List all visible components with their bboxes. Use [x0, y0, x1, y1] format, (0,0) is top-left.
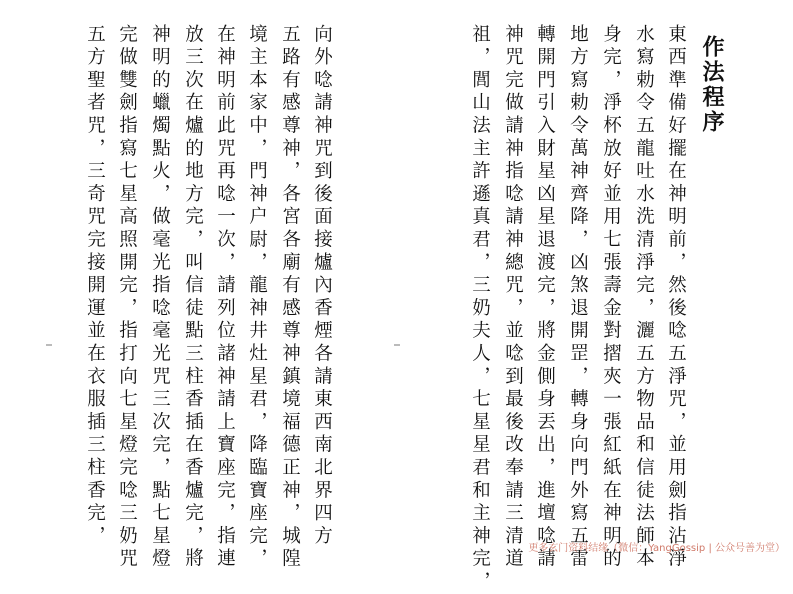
right-text-column-3: 身完，淨杯放好並用七張壽金對摺夾一張紅紙在神明的 — [600, 24, 622, 572]
left-page — [0, 0, 400, 572]
left-text-column-1: 向外唸請神咒到後面接爐內香煙各請東西南北界四方 — [311, 24, 333, 549]
page-title: 作法程序 — [699, 35, 725, 135]
left-text-column-2: 五路有感尊神，各宮各廟有感尊神鎮境福德正神，城隍 — [279, 24, 301, 572]
left-text-column-6: 神明的蠟燭點火，做毫光指唸毫光咒三次完，點七星燈 — [149, 24, 171, 572]
right-text-column-1: 東西準備好擺在神明前，然後唸五淨咒，並用劍指沾淨 — [665, 24, 687, 572]
right-text-column-2: 水寫勅令五龍吐水洗清淨完，灑五方物品和信徒法師本 — [633, 24, 655, 572]
left-text-column-3: 境主本家中，門神户尉，龍神井灶星君，降臨寶座完， — [246, 24, 268, 572]
right-text-column-7: 祖，閭山法主許遜真君，三奶夫人，七星星君和主神完， — [469, 24, 491, 594]
left-text-column-4: 在神明前此咒再唸一次，請列位諸神請上寶座完，指連 — [214, 24, 236, 572]
left-text-column-8: 五方聖者咒，三奇咒完接開運並在衣服插三柱香完， — [84, 24, 106, 549]
right-text-column-6: 神咒完做請神指唸請神總咒，並唸到最後改奉請三清道 — [502, 24, 524, 572]
right-text-column-4: 地方寫勅令萬神齊降，凶煞退開罡，轉身向門外寫五雷 — [567, 24, 589, 572]
footer-watermark-text: 更多玄门资料结缘（微信：YangGossip | 公众号善为堂） — [528, 543, 785, 554]
right-text-column-5: 轉開門引入財星凶星退渡完，將金側身丟出，進壇唸請 — [534, 24, 556, 572]
left-text-column-5: 放三次在爐的地方完，叫信徒點三柱香插在香爐完，將 — [182, 24, 204, 572]
binding-mark-left — [46, 344, 52, 346]
left-text-column-7: 完做雙劍指寫七星高照開完，指打向七星燈完唸三奶咒 — [116, 24, 138, 572]
